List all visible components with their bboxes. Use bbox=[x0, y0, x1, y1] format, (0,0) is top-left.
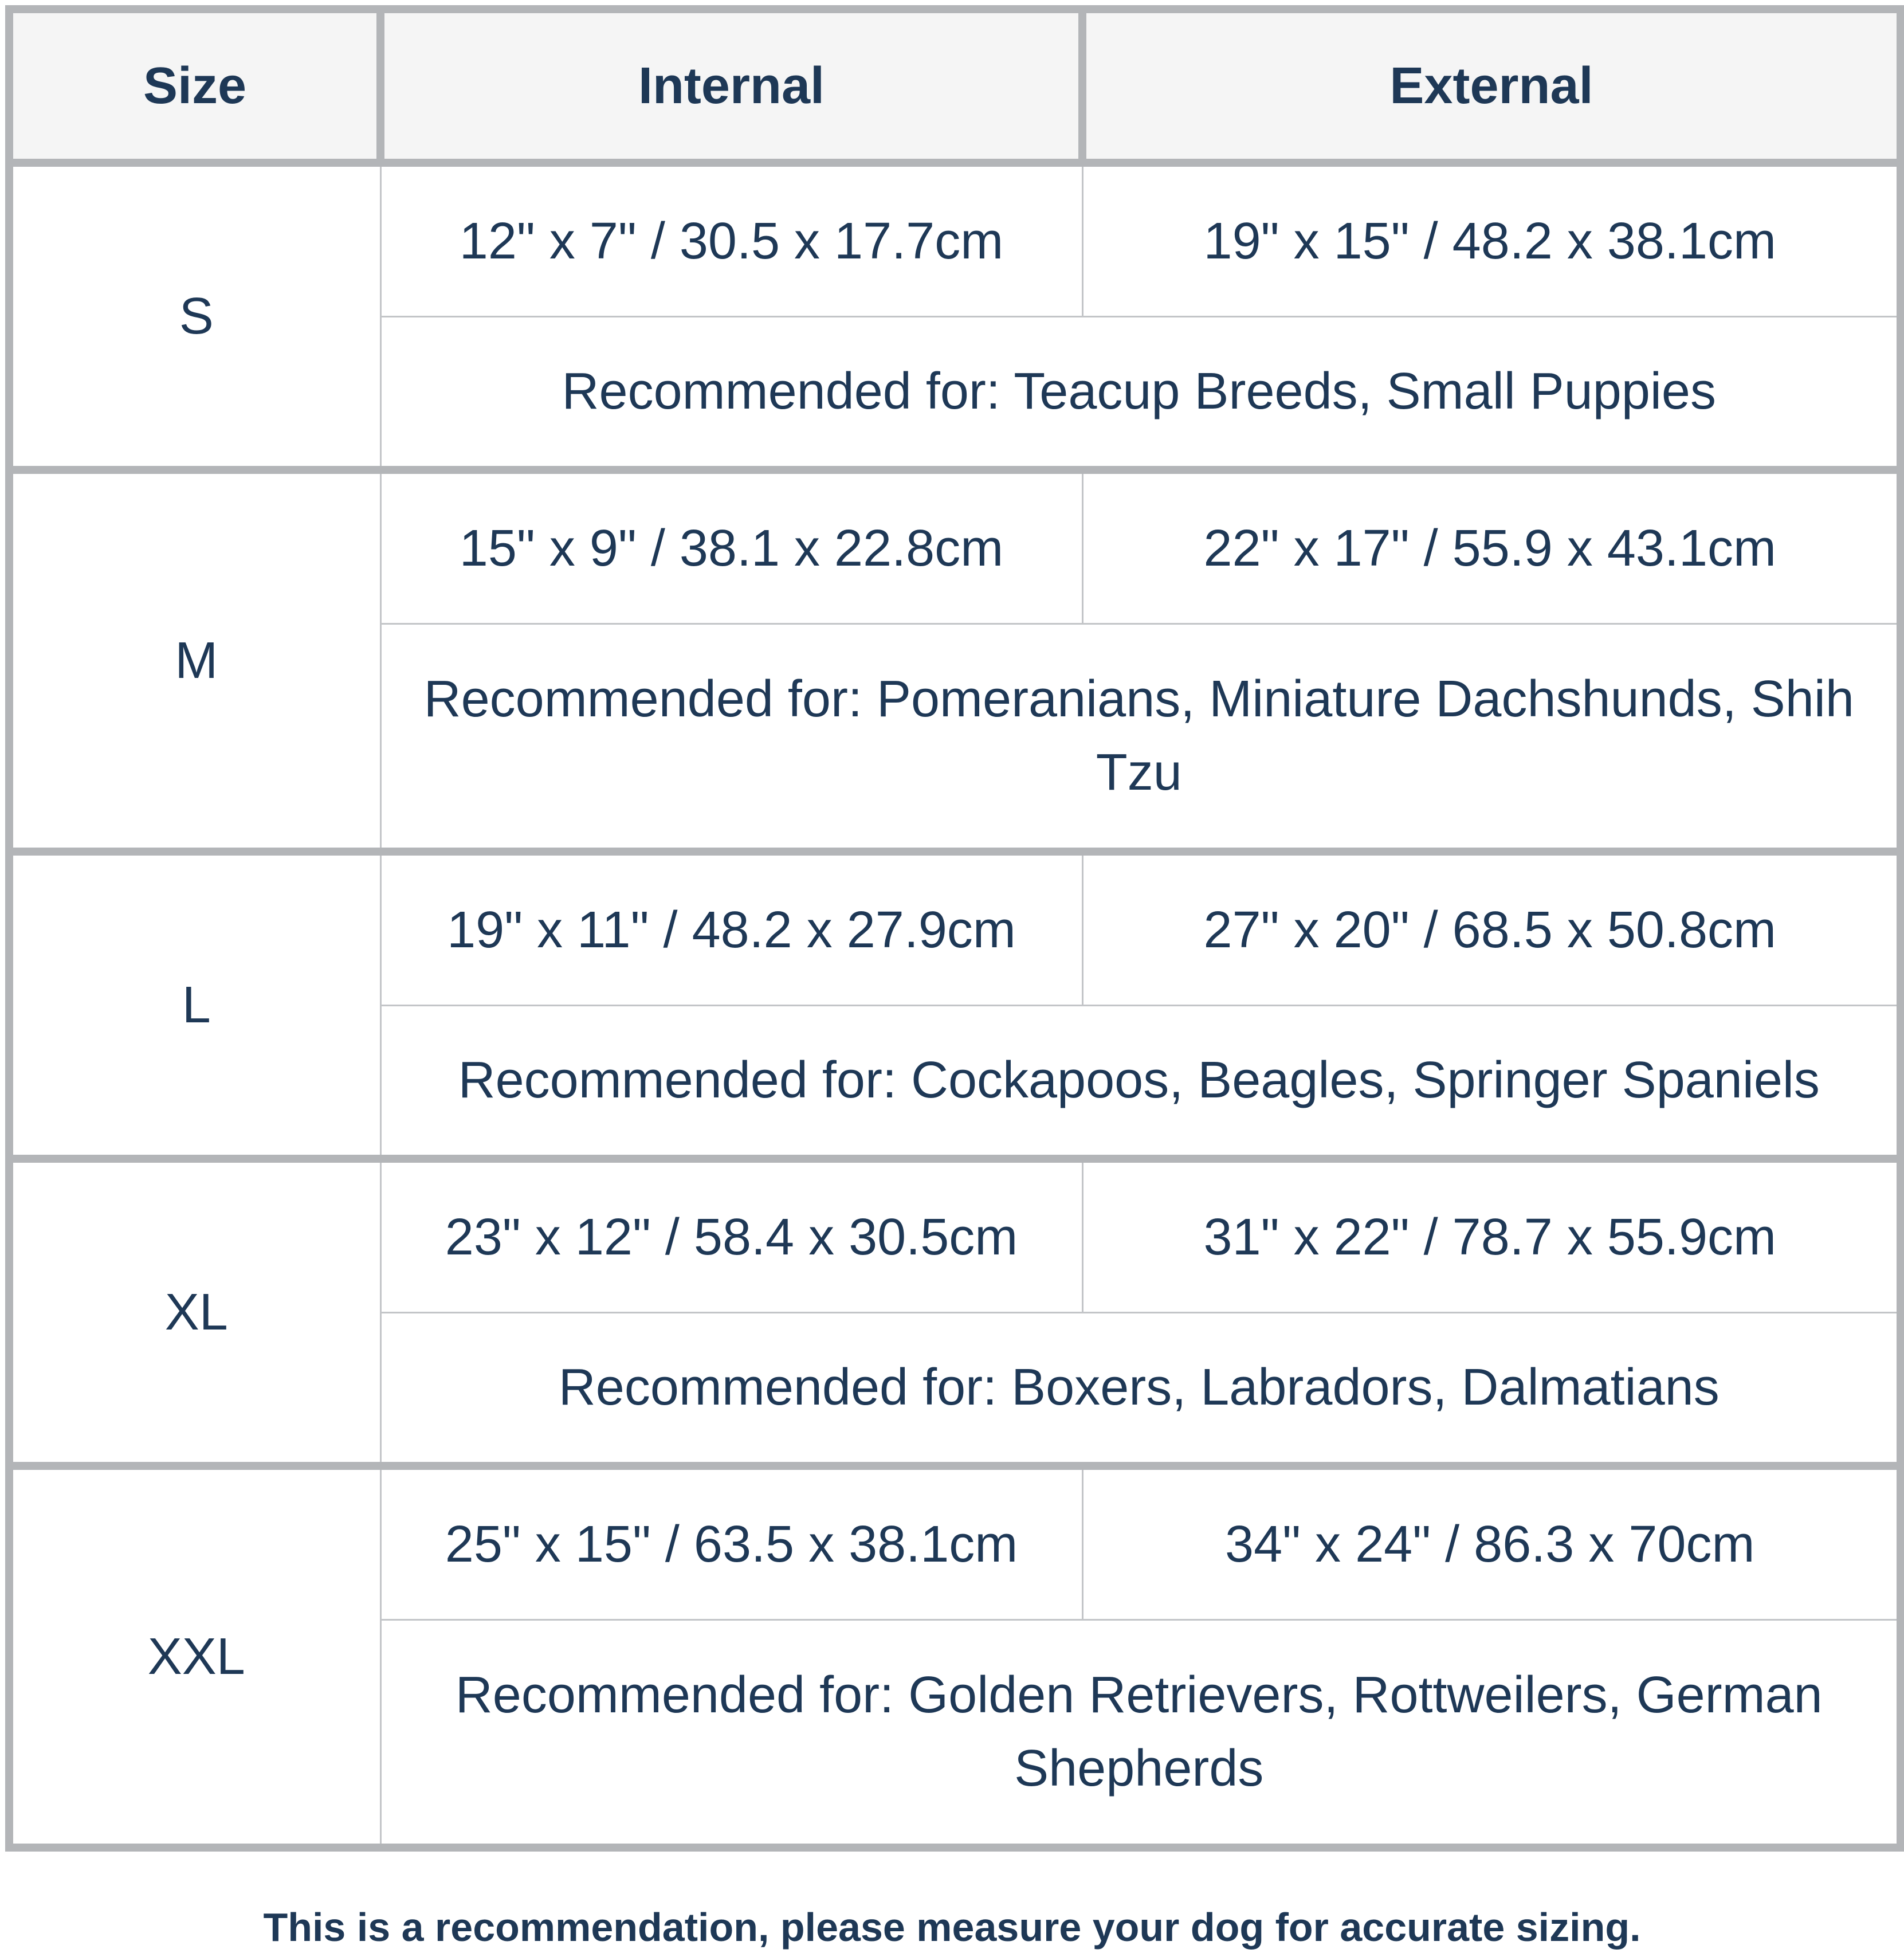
recommendation-text: Recommended for: Cockapoos, Beagles, Springer Spaniels bbox=[380, 1005, 1901, 1159]
internal-dimensions: 15" x 9" / 38.1 x 22.8cm bbox=[380, 470, 1082, 623]
external-dimensions: 19" x 15" / 48.2 x 38.1cm bbox=[1082, 163, 1901, 316]
header-internal: Internal bbox=[380, 9, 1082, 163]
size-label: XXL bbox=[9, 1466, 380, 1848]
recommendation-text: Recommended for: Pomeranians, Miniature Dachshunds, Shih Tzu bbox=[380, 623, 1901, 852]
external-dimensions: 22" x 17" / 55.9 x 43.1cm bbox=[1082, 470, 1901, 623]
internal-dimensions: 23" x 12" / 58.4 x 30.5cm bbox=[380, 1159, 1082, 1312]
table-row-m-dimensions bbox=[9, 470, 1901, 623]
external-dimensions: 27" x 20" / 68.5 x 50.8cm bbox=[1082, 852, 1901, 1005]
header-size: Size bbox=[9, 9, 380, 163]
recommendation-text: Recommended for: Teacup Breeds, Small Puppies bbox=[380, 316, 1901, 470]
internal-dimensions: 19" x 11" / 48.2 x 27.9cm bbox=[380, 852, 1082, 1005]
external-dimensions: 34" x 24" / 86.3 x 70cm bbox=[1082, 1466, 1901, 1619]
header-external: External bbox=[1082, 9, 1901, 163]
external-dimensions: 31" x 22" / 78.7 x 55.9cm bbox=[1082, 1159, 1901, 1312]
size-label: S bbox=[9, 163, 380, 470]
size-label: XL bbox=[9, 1159, 380, 1466]
table-body bbox=[9, 163, 1901, 1848]
size-label: L bbox=[9, 852, 380, 1159]
table-row-xxl-dimensions bbox=[9, 1466, 1901, 1619]
header-row bbox=[9, 9, 1901, 163]
recommendation-text: Recommended for: Golden Retrievers, Rottweilers, German Shepherds bbox=[380, 1619, 1901, 1848]
recommendation-text: Recommended for: Boxers, Labradors, Dalmatians bbox=[380, 1312, 1901, 1466]
internal-dimensions: 12" x 7" / 30.5 x 17.7cm bbox=[380, 163, 1082, 316]
sizing-footnote: This is a recommendation, please measure your dog for accurate sizing. bbox=[263, 1905, 1641, 1950]
table-row-s-dimensions bbox=[9, 163, 1901, 316]
size-label: M bbox=[9, 470, 380, 852]
table-header bbox=[9, 9, 1901, 163]
internal-dimensions: 25" x 15" / 63.5 x 38.1cm bbox=[380, 1466, 1082, 1619]
table-row-xl-dimensions bbox=[9, 1159, 1901, 1312]
table-row-l-dimensions bbox=[9, 852, 1901, 1005]
size-chart-table bbox=[5, 5, 1904, 1852]
